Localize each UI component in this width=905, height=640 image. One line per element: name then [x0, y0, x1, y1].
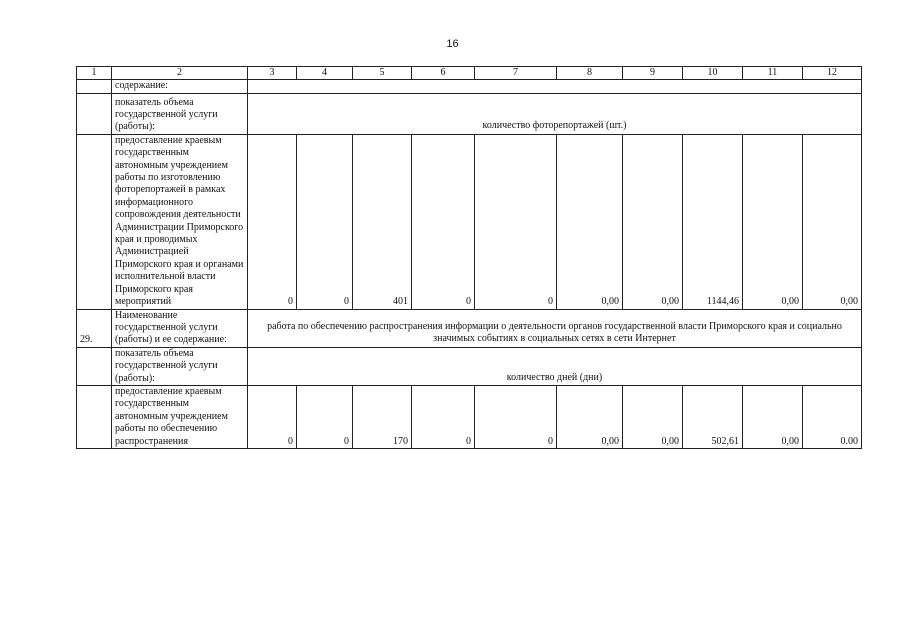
row-description: показатель объема государственной услуги (работы): [112, 347, 248, 385]
value-cell: 1144,46 [683, 134, 743, 309]
row-number [77, 93, 112, 134]
value-cell: 502,61 [683, 385, 743, 448]
row-number [77, 80, 112, 93]
value-cell: 0 [412, 385, 475, 448]
budget-table [76, 66, 862, 449]
value-cell: 401 [353, 134, 412, 309]
value-cell: 0,00 [557, 385, 623, 448]
indicator-value: количество фоторепортажей (шт.) [248, 93, 862, 134]
service-name-value: работа по обеспечению распространения информации о деятельности органов государственной власти Приморского края и социально значимых событиях в социальных сетях в сети Интернет [248, 309, 862, 347]
column-header: 4 [297, 67, 353, 80]
column-header: 9 [623, 67, 683, 80]
value-cell: 0,00 [623, 385, 683, 448]
value-cell: 0.00 [803, 385, 862, 448]
table-row [77, 93, 862, 134]
value-cell: 0 [475, 385, 557, 448]
row-description: содержание: [112, 80, 248, 93]
value-cell: 0 [248, 134, 297, 309]
row-number [77, 134, 112, 309]
column-header: 6 [412, 67, 475, 80]
column-header: 1 [77, 67, 112, 80]
column-header: 8 [557, 67, 623, 80]
table-row [77, 347, 862, 385]
value-cell: 0,00 [803, 134, 862, 309]
column-header: 7 [475, 67, 557, 80]
row-empty-span [248, 80, 862, 93]
value-cell: 0,00 [743, 385, 803, 448]
column-header: 2 [112, 67, 248, 80]
column-header: 3 [248, 67, 297, 80]
value-cell: 0,00 [743, 134, 803, 309]
value-cell: 0,00 [557, 134, 623, 309]
table-row [77, 134, 862, 309]
value-cell: 0 [297, 385, 353, 448]
column-header: 11 [743, 67, 803, 80]
row-number [77, 385, 112, 448]
value-cell: 0 [412, 134, 475, 309]
value-cell: 0 [297, 134, 353, 309]
row-number: 29. [77, 309, 112, 347]
row-description: показатель объема государственной услуги (работы): [112, 93, 248, 134]
column-header: 5 [353, 67, 412, 80]
table-row [77, 385, 862, 448]
value-cell: 170 [353, 385, 412, 448]
column-header: 12 [803, 67, 862, 80]
indicator-value: количество дней (дни) [248, 347, 862, 385]
row-description: Наименование государственной услуги (работы) и ее содержание: [112, 309, 248, 347]
value-cell: 0,00 [623, 134, 683, 309]
table-row [77, 80, 862, 93]
row-number [77, 347, 112, 385]
row-description: предоставление краевым государственным автономным учреждением работы по изготовлению фоторепортажей в рамках информационного сопровождения деятельности Администрации Приморского края и проводимых Администрацией Приморского края и органами исполнительной власти Приморского края мероприятий [112, 134, 248, 309]
table-row [77, 309, 862, 347]
column-header: 10 [683, 67, 743, 80]
row-description: предоставление краевым государственным автономным учреждением работы по обеспечению распространения [112, 385, 248, 448]
page-number: 16 [446, 38, 459, 50]
value-cell: 0 [248, 385, 297, 448]
value-cell: 0 [475, 134, 557, 309]
header-row [77, 67, 862, 80]
